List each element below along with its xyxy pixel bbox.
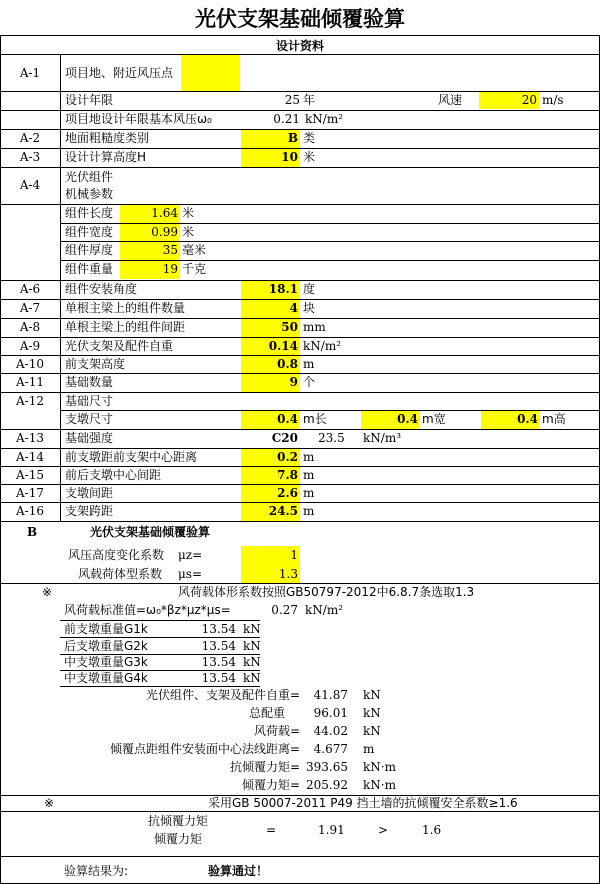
wk-unit: kN/m² xyxy=(305,603,344,617)
windload-unit: kN xyxy=(363,724,381,738)
row-label: 光伏支架及配件自重 xyxy=(65,339,174,353)
row-unit: 年 xyxy=(303,93,316,107)
row-value: 0.8 xyxy=(277,357,298,371)
row-label: 机械参数 xyxy=(65,187,114,201)
row-label: 支墩尺寸 xyxy=(65,412,114,426)
row-label: 组件重量 xyxy=(65,262,114,276)
row-value: 7.8 xyxy=(277,468,298,482)
resist-label: 抗倾覆力矩= xyxy=(229,760,300,774)
note-text: 采用GB 50007-2011 P49 挡土墙的抗倾覆安全系数≥1.6 xyxy=(208,796,518,810)
g2-unit: kN xyxy=(243,639,261,653)
ratio-numerator: 抗倾覆力矩 xyxy=(148,814,209,828)
muz-value: 1 xyxy=(290,548,298,562)
mus-symbol: μs= xyxy=(178,567,203,581)
overturn-value: 205.92 xyxy=(306,778,348,792)
row-label: 组件厚度 xyxy=(65,243,114,257)
selfwt-value: 41.87 xyxy=(313,688,348,702)
ratio-value: 1.91 xyxy=(318,823,345,837)
row-label: 基础数量 xyxy=(65,375,114,389)
row-label: 光伏组件 xyxy=(65,170,114,184)
ratio-gt: > xyxy=(378,823,389,837)
g1-unit: kN xyxy=(243,622,261,636)
windload-value: 44.02 xyxy=(313,724,348,738)
note-mark: ※ xyxy=(44,796,55,810)
selfwt-label: 光伏组件、支架及配件自重= xyxy=(145,688,300,702)
row-code: A-16 xyxy=(16,504,44,518)
row-label: 地面粗糙度类别 xyxy=(65,131,150,145)
row-unit: 毫米 xyxy=(182,243,207,257)
ratio-denominator: 倾覆力矩 xyxy=(154,832,203,846)
overturn-unit: kN·m xyxy=(363,778,396,792)
section-subtitle: 设计资料 xyxy=(275,39,324,53)
total-value: 96.01 xyxy=(313,706,348,720)
row-code: A-2 xyxy=(19,131,41,145)
ratio-limit: 1.6 xyxy=(422,823,442,837)
row-value: 9 xyxy=(289,375,298,389)
result-value: 验算通过！ xyxy=(208,864,269,878)
g3-label: 中支墩重量G3k xyxy=(64,655,148,669)
pier-hgt-value: 0.4 xyxy=(517,412,538,426)
row-unit: 米 xyxy=(303,150,316,164)
row-label: 基础尺寸 xyxy=(65,394,114,408)
row-value: 10 xyxy=(281,150,298,164)
wk-label: 风荷载标准值=ω₀*βz*μz*μs= xyxy=(64,603,231,617)
row-label: 基础强度 xyxy=(65,431,114,445)
note-mark: ※ xyxy=(42,585,53,599)
row-code: A-7 xyxy=(19,301,41,315)
rule xyxy=(0,521,600,522)
ratio-equals: = xyxy=(266,823,277,837)
row-value: B xyxy=(287,131,298,145)
row-code: A-3 xyxy=(19,150,41,164)
pier-hgt-unit: m高 xyxy=(542,412,566,426)
resist-value: 393.65 xyxy=(306,760,348,774)
row-unit: 度 xyxy=(303,282,316,296)
row-label: 组件宽度 xyxy=(65,225,114,239)
row-label: 支架跨距 xyxy=(65,504,114,518)
row-label: 单根主梁上的组件间距 xyxy=(65,320,186,334)
g4-unit: kN xyxy=(243,671,261,685)
concrete-grade: C20 xyxy=(271,431,298,445)
row-label: 前支架高度 xyxy=(65,357,126,371)
row-label: 组件长度 xyxy=(65,206,114,220)
row-unit: 块 xyxy=(303,301,316,315)
wk-value: 0.27 xyxy=(271,603,298,617)
row-code: A-6 xyxy=(19,282,41,296)
wind-unit: m/s xyxy=(542,93,564,107)
pier-wid-value: 0.4 xyxy=(397,412,418,426)
row-code: A-1 xyxy=(19,66,41,80)
row-label: 前支墩距前支架中心距离 xyxy=(65,450,198,464)
row-code: A-9 xyxy=(19,339,41,353)
dist-label: 倾覆点距组件安装面中心法线距离= xyxy=(109,742,300,756)
row-unit: 米 xyxy=(182,225,195,239)
row-label: 支墩间距 xyxy=(65,486,114,500)
g4-label: 中支墩重量G4k xyxy=(64,671,148,685)
row-label: 项目地、附近风压点 xyxy=(65,66,174,80)
windload-label: 风荷载= xyxy=(253,724,300,738)
row-value: 35 xyxy=(162,243,178,257)
row-code: A-4 xyxy=(19,178,41,192)
row-unit: m xyxy=(303,357,315,371)
row-label: 单根主梁上的组件数量 xyxy=(65,301,186,315)
wind-label: 风速 xyxy=(438,93,463,107)
pier-wid-unit: m宽 xyxy=(422,412,446,426)
g3-value: 13.54 xyxy=(201,655,236,669)
row-unit: 类 xyxy=(303,131,316,145)
row-value: 18.1 xyxy=(268,282,298,296)
row-unit: m xyxy=(303,486,315,500)
overturn-label: 倾覆力矩= xyxy=(241,778,300,792)
rule xyxy=(0,856,600,857)
row-unit: m xyxy=(303,468,315,482)
muz-symbol: μz= xyxy=(178,548,203,562)
total-label: 总配重 xyxy=(248,706,285,720)
row-code: A-13 xyxy=(16,431,44,445)
row-unit: 米 xyxy=(182,206,195,220)
row-unit: 个 xyxy=(303,375,316,389)
row-value: 19 xyxy=(162,262,178,276)
wind-value: 20 xyxy=(521,93,537,107)
row-code: A-17 xyxy=(16,486,44,500)
row-value: 0.2 xyxy=(277,450,298,464)
row-value: 25 xyxy=(284,93,300,107)
total-unit: kN xyxy=(363,706,381,720)
row-unit: m xyxy=(303,450,315,464)
rule xyxy=(0,35,600,36)
row-code: A-14 xyxy=(16,450,44,464)
selfwt-unit: kN xyxy=(363,688,381,702)
row-unit: kN/m³ xyxy=(363,431,402,445)
muz-label: 风压高度变化系数 xyxy=(68,548,165,562)
row-value: 2.6 xyxy=(277,486,298,500)
row-value: 23.5 xyxy=(318,431,345,445)
row-code: A-11 xyxy=(16,375,44,389)
section-b-code: B xyxy=(27,525,38,539)
row-value: 1.64 xyxy=(151,206,178,220)
g3-unit: kN xyxy=(243,655,261,669)
row-value: 0.99 xyxy=(151,225,178,239)
dist-unit: m xyxy=(363,742,375,756)
mus-value: 1.3 xyxy=(278,567,298,581)
row-label: 前后支墩中心间距 xyxy=(65,468,162,482)
mus-label: 风载荷体型系数 xyxy=(78,567,163,581)
row-label: 组件安装角度 xyxy=(65,282,138,296)
page-title: 光伏支架基础倾覆验算 xyxy=(195,7,405,31)
section-b-title: 光伏支架基础倾覆验算 xyxy=(90,525,211,539)
row-unit: mm xyxy=(303,320,326,334)
g1-value: 13.54 xyxy=(201,622,236,636)
row-unit: m xyxy=(303,504,315,518)
row-code: A-15 xyxy=(16,468,44,482)
row-code: A-10 xyxy=(16,357,44,371)
row-label: 项目地设计年限基本风压ω₀ xyxy=(65,112,212,126)
row-code: A-12 xyxy=(16,394,44,408)
row-value: 50 xyxy=(281,320,298,334)
row-code: A-8 xyxy=(19,320,41,334)
g4-value: 13.54 xyxy=(201,671,236,685)
a1-value-cell[interactable] xyxy=(181,55,240,91)
row-value: 24.5 xyxy=(268,504,298,518)
row-unit: 千克 xyxy=(182,262,207,276)
g2-label: 后支墩重量G2k xyxy=(64,639,148,653)
col-rule xyxy=(60,54,61,521)
g2-value: 13.54 xyxy=(201,639,236,653)
result-label: 验算结果为: xyxy=(64,864,129,878)
row-value: 4 xyxy=(289,301,298,315)
row-label: 设计计算高度H xyxy=(65,150,147,164)
pier-len-value: 0.4 xyxy=(277,412,298,426)
resist-unit: kN·m xyxy=(363,760,396,774)
pier-len-unit: m长 xyxy=(303,412,327,426)
dist-value: 4.677 xyxy=(313,742,348,756)
row-value: 0.14 xyxy=(268,339,298,353)
g1-label: 前支墩重量G1k xyxy=(64,622,148,636)
row-unit: kN/m² xyxy=(305,112,344,126)
row-unit: kN/m² xyxy=(303,339,342,353)
note-text: 风荷载体形系数按照GB50797-2012中6.8.7条选取1.3 xyxy=(178,585,475,599)
row-label: 设计年限 xyxy=(65,93,114,107)
row-value: 0.21 xyxy=(273,112,300,126)
